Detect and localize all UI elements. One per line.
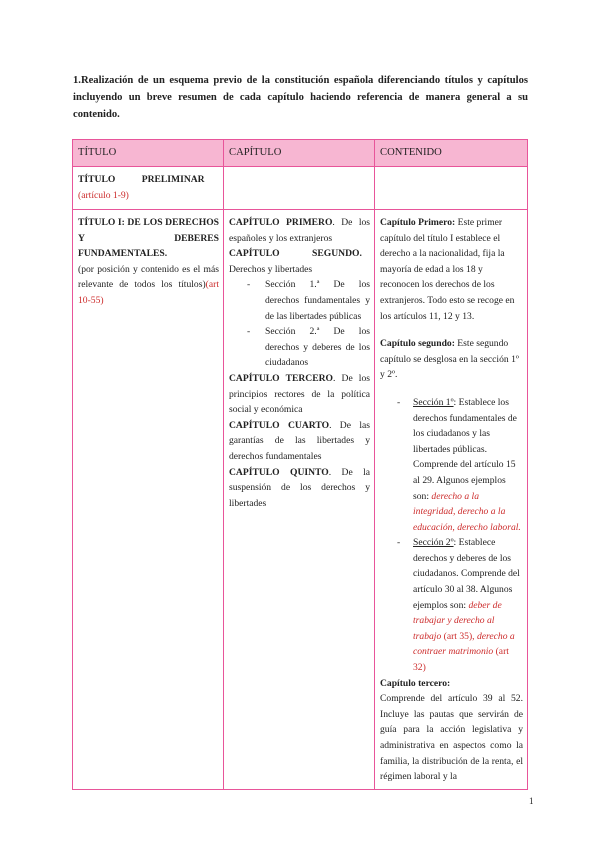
table-row bbox=[73, 210, 528, 790]
titulo-i-cell bbox=[73, 210, 224, 790]
titulo-preliminar: TÍTULO PRELIMINAR bbox=[78, 174, 205, 185]
sec1-label: Sección 1º bbox=[413, 396, 454, 408]
cap5-text: . De la suspensión de los derechos y libertades bbox=[229, 466, 370, 509]
sec1-examples: derecho a la integridad, derecho a la educación, derecho laboral. bbox=[413, 490, 521, 533]
titulo-preliminar-cell bbox=[73, 167, 224, 210]
cap5-head: CAPÍTULO QUINTO bbox=[229, 466, 329, 478]
table-header-row bbox=[73, 140, 528, 167]
titulo-i-note: (por posición y contenido es el más relevante de todos los títulos) bbox=[78, 263, 219, 291]
cap3-head: CAPÍTULO TERCERO bbox=[229, 372, 334, 384]
titulo-preliminar-ref: (artículo 1-9) bbox=[78, 189, 129, 201]
con2-head: Capítulo segundo: bbox=[380, 338, 455, 350]
page-heading: 1.Realización de un esquema previo de la constitución española diferenciando títulos y capítulos incluyendo un breve resumen de cada capítulo haciendo referencia de manera general a su contenido. bbox=[73, 75, 528, 120]
capitulos-cell: CAPÍTULO PRIMERO. De los españoles y los extranjeros CAPÍTULO SEGUNDO. Derechos y libertades - Sección 1.ª De los derechos fundamentales y de las libertades públicas - Sección 2.ª De los derechos y deberes de los ciudadanos CAPÍTULO TERCERO. De los principios rectores de la política social y económica CAPÍTULO CUARTO. De las garantías de las libertades y derechos fundamentales CAPÍTULO QUINTO. De la suspensión de los derechos y libertades bbox=[224, 210, 375, 790]
con1-head: Capítulo Primero: bbox=[380, 217, 456, 228]
header-contenido: CONTENIDO bbox=[375, 140, 528, 167]
sec2-label: Sección 2º bbox=[413, 537, 454, 549]
sec2-ex1: deber de trabajar y derecho al trabajo bbox=[413, 599, 502, 642]
header-titulo: TÍTULO bbox=[73, 140, 224, 167]
con3-head: Capítulo tercero: bbox=[380, 677, 451, 689]
con-sec1 bbox=[380, 395, 523, 535]
cap1-head: CAPÍTULO PRIMERO bbox=[229, 217, 333, 228]
cap1-text: . De los españoles y los extranjeros bbox=[229, 217, 371, 244]
cap2-head: CAPÍTULO SEGUNDO bbox=[229, 248, 360, 260]
cap4-text: . De las garantías de las libertades y derechos fundamentales bbox=[229, 419, 370, 462]
con1-text: Este primer capítulo del título I establece el derecho a la nacionalidad, fija la mayoría de edad a los 18 y reconocen los derechos de los extranjeros. Todo esto se recoge en los artículos 11, 12 y 13. bbox=[380, 217, 515, 322]
empty-cell bbox=[375, 167, 528, 210]
cap4-head: CAPÍTULO CUARTO bbox=[229, 419, 330, 431]
sec2-ref2: (art 32) bbox=[413, 646, 509, 674]
cap2-sec2: - Sección 2.ª De los derechos y deberes de los ciudadanos bbox=[229, 324, 370, 371]
sec1-text: : Establece los derechos fundamentales de los ciudadanos y las libertades públicas. Comprende del artículo 15 al 29. Algunos ejemplos son: bbox=[413, 396, 517, 502]
header-capitulo: CAPÍTULO bbox=[224, 140, 375, 167]
cap2-text: Derechos y libertades bbox=[229, 263, 313, 275]
empty-cell bbox=[224, 167, 375, 210]
titulo-i-ref: (art 10-55) bbox=[78, 279, 219, 306]
contenido-cell bbox=[375, 210, 528, 790]
sec2-ref1: (art 35), bbox=[441, 630, 475, 642]
con2-text: Este segundo capítulo se desglosa en la sección 1º y 2º. bbox=[380, 338, 519, 381]
constitution-table bbox=[72, 139, 528, 790]
cap2-sec1: - Sección 1.ª De los derechos fundamentales y de las libertades públicas bbox=[229, 277, 370, 324]
titulo-i: TÍTULO I: DE LOS DERECHOS Y DEBERES FUNDAMENTALES. bbox=[78, 217, 219, 260]
sec2-text: : Establece derechos y deberes de los ciudadanos. Comprende del artículo 30 al 38. Algunos ejemplos son: bbox=[413, 537, 520, 611]
cap2-sections bbox=[229, 277, 370, 371]
con2-sections bbox=[380, 395, 523, 676]
con3-text: Comprende del artículo 39 al 52. Incluye las pautas que servirán de guía para la acción legislativa y administrativa en aspectos como la familia, la distribución de la renta, el régimen laboral y la bbox=[380, 693, 523, 783]
con-sec2 bbox=[380, 535, 523, 675]
cap3-text: . De los principios rectores de la política social y económica bbox=[229, 372, 370, 416]
page-number: 1 bbox=[529, 796, 534, 806]
sec2-ex2: derecho a contraer matrimonio bbox=[413, 630, 515, 658]
table-row bbox=[73, 167, 528, 210]
